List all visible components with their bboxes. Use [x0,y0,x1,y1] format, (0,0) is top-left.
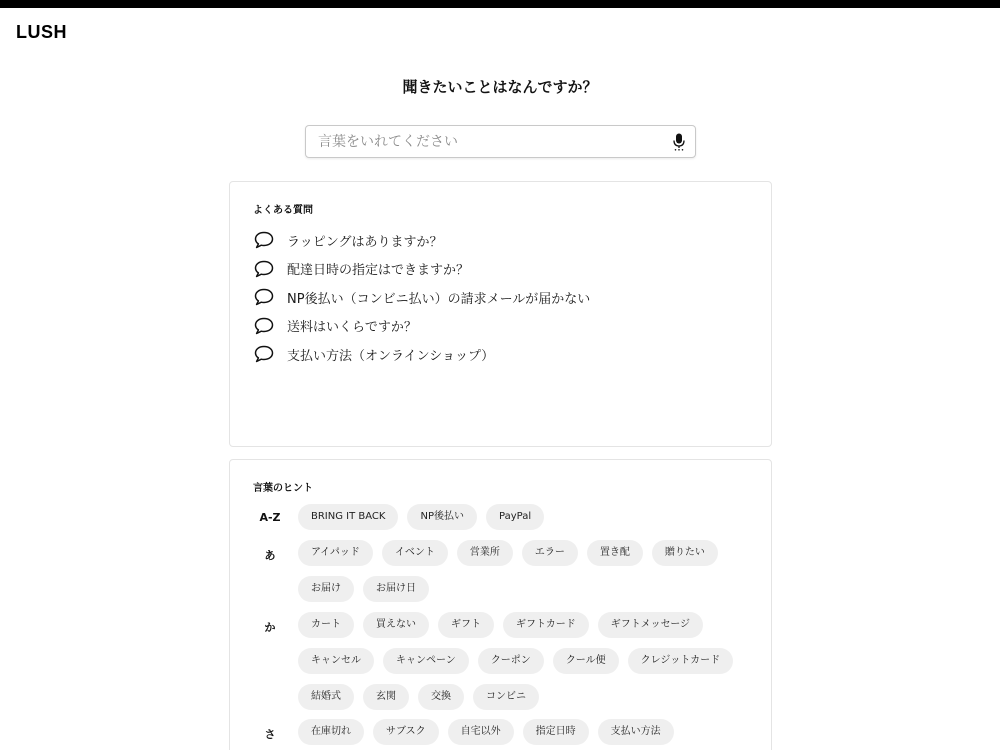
faq-question: NP後払い（コンビニ払い）の請求メールが届かない [287,291,591,307]
faq-question: 配達日時の指定はできますか？ [287,263,470,279]
hint-chip[interactable]: イベント [382,540,448,566]
hint-chip[interactable]: コンビニ [473,684,539,710]
faq-question: ラッピングはありますか？ [287,234,443,250]
hint-chip[interactable]: アイパッド [298,540,373,566]
hint-chip[interactable]: 結婚式 [298,684,354,710]
hint-chip[interactable]: 支払い方法 [598,719,674,745]
hint-chip[interactable]: サブスク [373,719,439,745]
hint-chip[interactable]: NP後払い [407,504,477,530]
hint-chip[interactable]: 自宅以外 [448,719,514,745]
faq-item[interactable] [254,283,590,312]
hint-chip-list [298,540,738,602]
hint-chip[interactable]: 買えない [363,612,429,638]
hint-group-label: あ [264,549,276,562]
hint-group-label: か [264,621,276,634]
hint-chip[interactable]: クーポン [478,648,544,674]
microphone-icon[interactable] [672,133,686,151]
speech-bubble-icon [254,345,274,363]
page-title: 聞きたいことはなんですか？ [402,78,598,96]
word-hints-card [229,459,772,750]
hint-chip[interactable]: クール便 [553,648,619,674]
faq-list [254,226,590,369]
lush-logo[interactable]: LUSH [16,22,67,42]
word-hints-title: 言葉のヒント [253,483,313,494]
hint-chip[interactable]: カート [298,612,354,638]
hint-chip[interactable]: PayPal [486,504,544,530]
speech-bubble-icon [254,260,274,278]
hint-chip[interactable]: 交換 [418,684,464,710]
hint-chip[interactable]: BRING IT BACK [298,504,398,530]
speech-bubble-icon [254,288,274,306]
faq-title: よくある質問 [253,205,313,216]
hint-chip[interactable]: お届け [298,576,354,602]
faq-item[interactable] [254,340,590,369]
hint-chip-list [298,504,738,530]
hint-chip[interactable]: 置き配 [587,540,643,566]
hint-chip[interactable]: 営業所 [457,540,513,566]
hint-chip[interactable]: キャンセル [298,648,374,674]
search-box[interactable] [305,125,696,158]
faq-card [229,181,772,447]
hint-chip[interactable]: クレジットカード [628,648,733,674]
faq-item[interactable] [254,312,590,341]
faq-item[interactable] [254,226,590,255]
speech-bubble-icon [254,231,274,249]
hint-chip[interactable]: 指定日時 [523,719,589,745]
search-input[interactable] [306,126,661,157]
faq-question: 支払い方法（オンラインショップ） [287,348,495,364]
speech-bubble-icon [254,317,274,335]
hint-group-label: さ [264,728,276,741]
hint-chip[interactable]: エラー [522,540,578,566]
top-bar [0,0,1000,8]
hint-chip[interactable]: ギフトカード [503,612,589,638]
hint-chip[interactable]: 玄関 [363,684,409,710]
hint-chip-list [298,612,738,710]
hint-chip[interactable]: お届け日 [363,576,429,602]
hint-chip-list [298,719,738,745]
hint-group-label: A-Z [259,511,281,524]
hint-chip[interactable]: 在庫切れ [298,719,364,745]
faq-item[interactable] [254,255,590,284]
hint-chip[interactable]: ギフトメッセージ [598,612,703,638]
hint-chip[interactable]: 贈りたい [652,540,718,566]
hint-chip[interactable]: キャンペーン [383,648,469,674]
faq-question: 送料はいくらですか？ [287,320,417,336]
hint-chip[interactable]: ギフト [438,612,494,638]
